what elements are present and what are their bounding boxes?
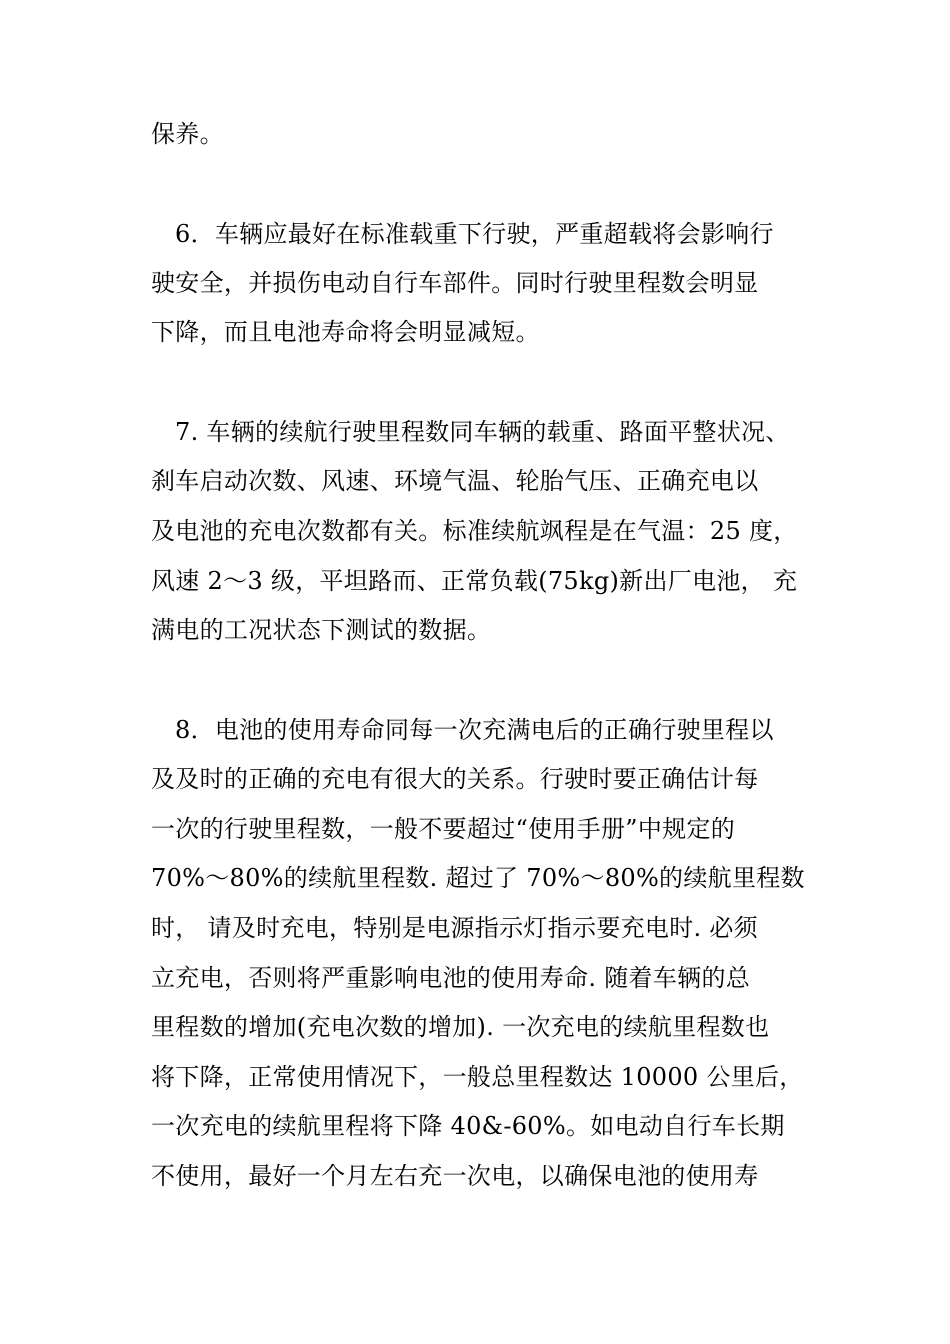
text-line: 及电池的充电次数都有关。标准续航飒程是在气温：25 度， bbox=[151, 517, 798, 545]
text-line: 立充电，否则将严重影响电池的使用寿命. 随着车辆的总 bbox=[151, 964, 751, 992]
text-line: 7. 车辆的续航行驶里程数同车辆的载重、路面平整状况、 bbox=[175, 418, 790, 446]
text-line: 保养。 bbox=[151, 120, 224, 148]
text-line: 不使用，最好一个月左右充一次电，以确保电池的使用寿 bbox=[151, 1162, 759, 1190]
text-line: 时， 请及时充电，特别是电源指示灯指示要充电时. 必须 bbox=[151, 914, 758, 942]
text-line: 8．电池的使用寿命同每一次充满电后的正确行驶里程以 bbox=[175, 716, 774, 744]
text-line: 里程数的增加(充电次数的增加). 一次充电的续航里程数也 bbox=[151, 1013, 770, 1041]
text-line: 70%～80%的续航里程数. 超过了 70%～80%的续航里程数 bbox=[151, 864, 805, 892]
text-line: 将下降，正常使用情况下，一般总里程数达 10000 公里后， bbox=[151, 1063, 804, 1091]
text-line: 刹车启动次数、风速、环境气温、轮胎气压、正确充电以 bbox=[151, 467, 759, 495]
text-line: 下降，而且电池寿命将会明显减短。 bbox=[151, 318, 540, 346]
text-line: 一次充电的续航里程将下降 40&-60%。如电动自行车长期 bbox=[151, 1112, 785, 1140]
text-line: 满电的工况状态下测试的数据。 bbox=[151, 616, 492, 644]
text-line: 风速 2～3 级，平坦路而、正常负载(75kg)新出厂电池， 充 bbox=[151, 567, 798, 595]
text-line: 一次的行驶里程数，一般不要超过“使用手册”中规定的 bbox=[151, 815, 736, 843]
text-line: 驶安全，并损伤电动自行车部件。同时行驶里程数会明显 bbox=[151, 269, 759, 297]
text-line: 6．车辆应最好在标准载重下行驶，严重超载将会影响行 bbox=[175, 220, 774, 248]
text-line: 及及时的正确的充电有很大的关系。行驶时要正确估计每 bbox=[151, 765, 759, 793]
